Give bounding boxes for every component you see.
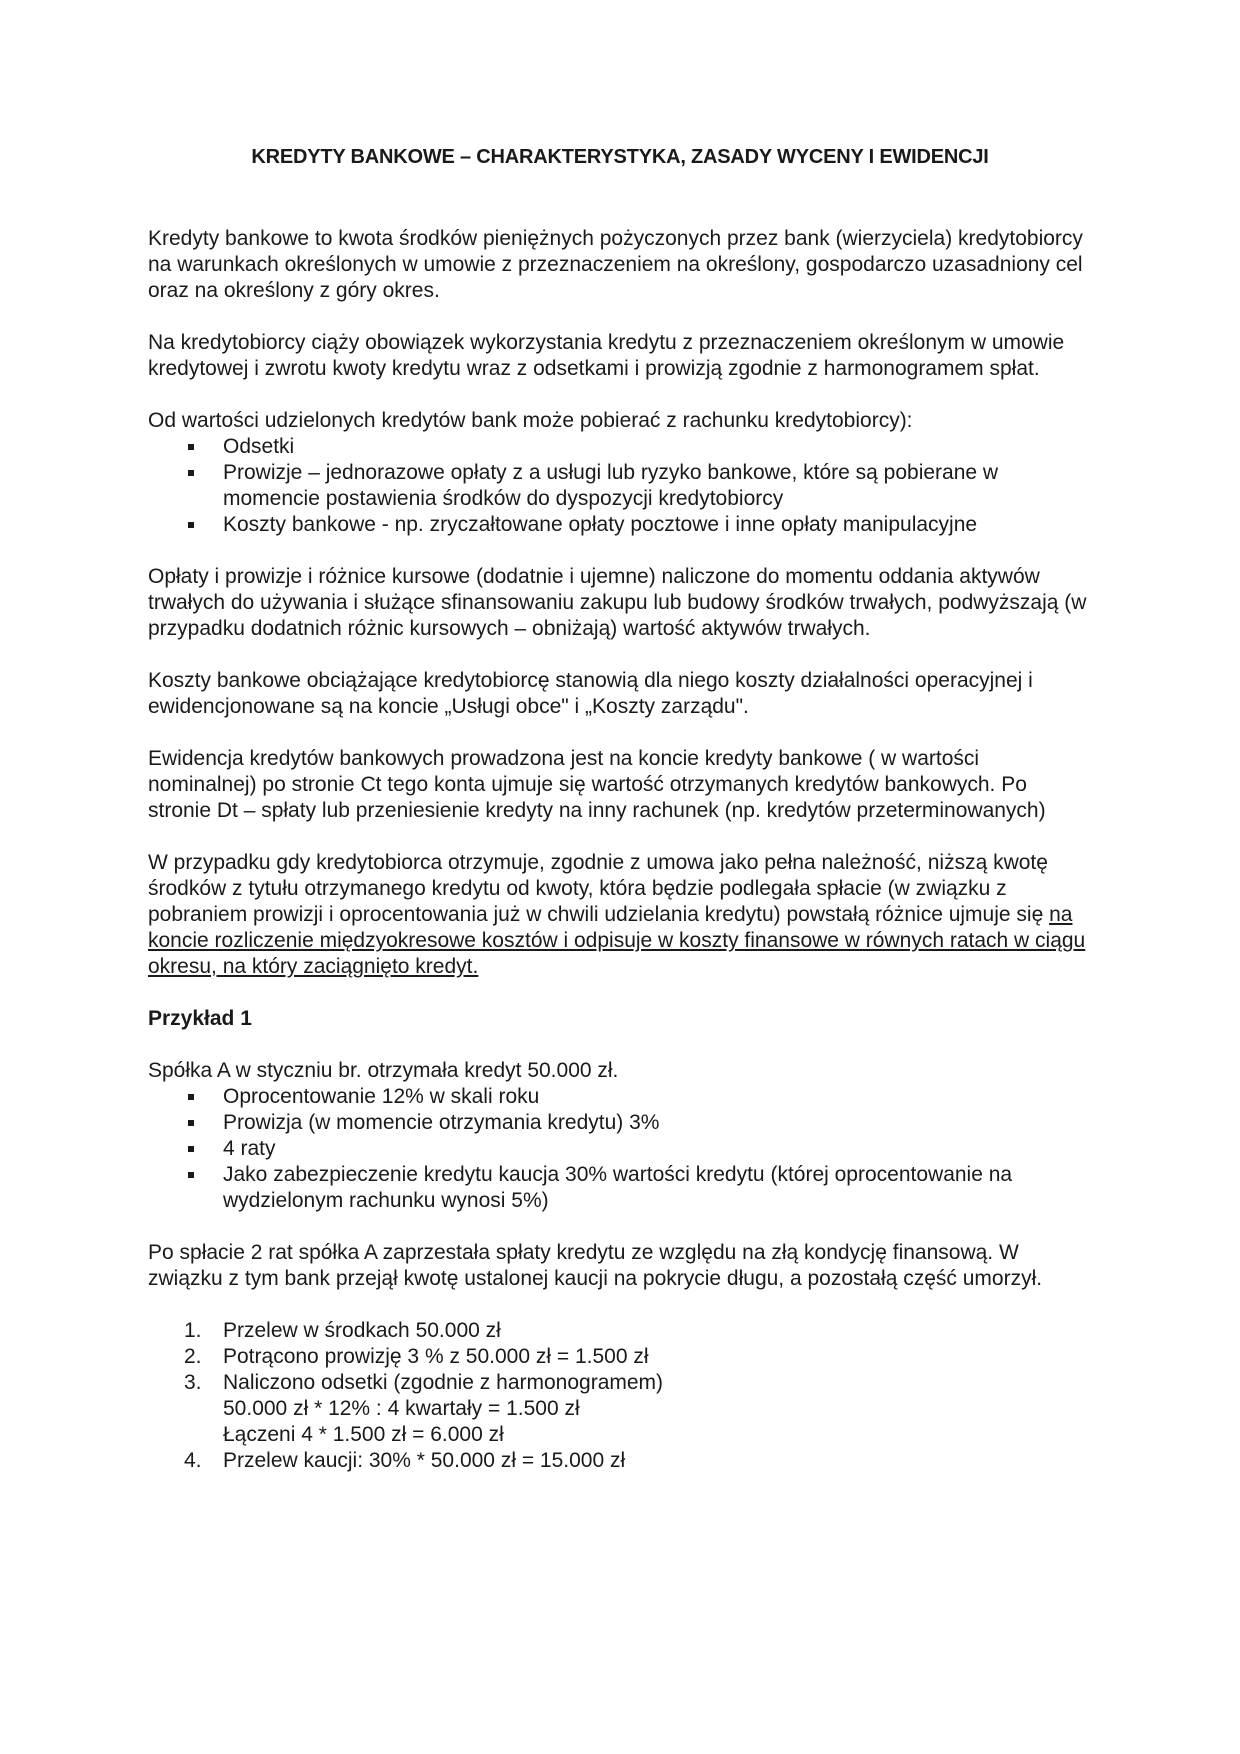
bullet-icon [188, 444, 194, 450]
list-item: 4. Przelew kaucji: 30% * 50.000 zł = 15.000 zł [184, 1449, 626, 1472]
list-item: Jako zabezpieczenie kredytu kaucja 30% wartości kredytu (której oprocentowanie na wydzielonym rachunku wynosi 5%) [148, 1162, 1088, 1214]
step-number: 4. [184, 1449, 202, 1472]
step-number: 1. [184, 1319, 202, 1342]
bullet-icon [188, 1094, 194, 1100]
example-context: Po spłacie 2 rat spółka A zaprzestała spłaty kredytu ze względu na złą kondycję finansową. W związku z tym bank przejął kwotę ustalonej kaucji na pokrycie długu, a pozostałą część umorzył. [148, 1241, 1043, 1290]
bullet-icon [188, 1146, 194, 1152]
example-terms-list [148, 1084, 1088, 1214]
bullet-icon [188, 1120, 194, 1126]
list-item: 1. Przelew w środkach 50.000 zł [184, 1319, 501, 1342]
list-item: Oprocentowanie 12% w skali roku [148, 1084, 1088, 1110]
bullet-icon [188, 1172, 194, 1178]
example-heading: Przykład 1 [148, 1007, 252, 1030]
list-item: 2. Potrącono prowizję 3 % z 50.000 zł = 1.500 zł [184, 1345, 649, 1368]
paragraph-bank-costs: Koszty bankowe obciążające kredytobiorcę stanowią dla niego koszty działalności operacyjnej i ewidencjonowane są na koncie „Usługi obce" i „Koszty zarządu". [148, 669, 1033, 718]
paragraph-obligations: Na kredytobiorcy ciąży obowiązek wykorzystania kredytu z przeznaczeniem określonym w umowie kredytowej i zwrotu kwoty kredytu wraz z odsetkami i prowizją zgodnie z harmonogramem spłat. [148, 331, 1065, 380]
step-number: 3. [184, 1371, 202, 1394]
list-item: Prowizje – jednorazowe opłaty z a usługi lub ryzyko bankowe, które są pobierane w momencie postawienia środków do dyspozycji kredytobiorcy [148, 460, 1088, 512]
paragraph-discount: W przypadku gdy kredytobiorca otrzymuje, zgodnie z umowa jako pełna należność, niższą kwotę środków z tytułu otrzymanego kredytu od kwoty, która będzie podlegała spłacie (w związku z pobraniem prowizji i oprocentowania już w chwili udzielania kredytu) powstałą różnice ujmuje się na koncie rozliczenie międzyokresowe kosztów i odpisuje w koszty finansowe w równych ratach w ciągu okresu, na który zaciągnięto kredyt. [148, 851, 1086, 978]
bullet-icon [188, 522, 194, 528]
list-item: Odsetki [148, 434, 1088, 460]
paragraph-charges-intro: Od wartości udzielonych kredytów bank może pobierać z rachunku kredytobiorcy): [148, 409, 913, 432]
underlined-text: na koncie rozliczenie międzyokresowe kosztów i odpisuje w koszty finansowe w równych ratach w ciągu okresu, na który zaciągnięto kredyt. [148, 903, 1086, 978]
document-title: KREDYTY BANKOWE – CHARAKTERYSTYKA, ZASADY WYCENY I EWIDENCJI [251, 146, 989, 168]
charges-list [148, 434, 1088, 538]
paragraph-fixed-assets: Opłaty i prowizje i różnice kursowe (dodatnie i ujemne) naliczone do momentu oddania aktywów trwałych do używania i służące sfinansowaniu zakupu lub budowy środków trwałych, podwyższają (w przypadku dodatnich różnic kursowych – obniżają) wartość aktywów trwałych. [148, 565, 1087, 640]
bullet-icon [188, 470, 194, 476]
step-number: 2. [184, 1345, 202, 1368]
list-item: 4 raty [148, 1136, 1088, 1162]
document-body [148, 226, 1088, 1474]
example-steps-list [148, 1318, 1088, 1474]
list-item: Koszty bankowe - np. zryczałtowane opłaty pocztowe i inne opłaty manipulacyjne [148, 512, 1088, 538]
paragraph-bookkeeping: Ewidencja kredytów bankowych prowadzona jest na koncie kredyty bankowe ( w wartości nominalnej) po stronie Ct tego konta ujmuje się wartość otrzymanych kredytów bankowych. Po stronie Dt – spłaty lub przeniesienie kredyty na inny rachunek (np. kredytów przeterminowanych) [148, 747, 1046, 822]
list-item: Prowizja (w momencie otrzymania kredytu) 3% [148, 1110, 1088, 1136]
example-intro: Spółka A w styczniu br. otrzymała kredyt 50.000 zł. [148, 1059, 619, 1082]
list-item: 3. Naliczono odsetki (zgodnie z harmonogramem) 50.000 zł * 12% : 4 kwartały = 1.500 zł Łączeni 4 * 1.500 zł = 6.000 zł [184, 1371, 664, 1446]
paragraph-definition: Kredyty bankowe to kwota środków pieniężnych pożyczonych przez bank (wierzyciela) kredytobiorcy na warunkach określonych w umowie z przeznaczeniem na określony, gospodarczo uzasadniony cel oraz na określony z góry okres. [148, 227, 1083, 302]
